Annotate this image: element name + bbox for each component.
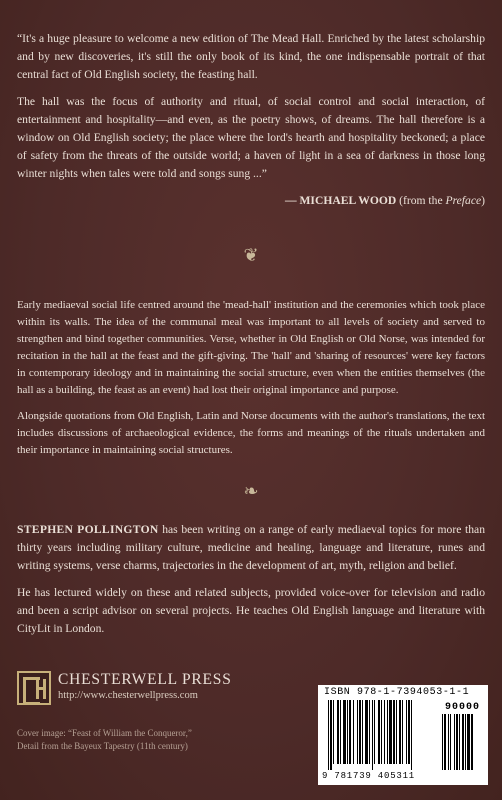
- fleuron-ornament-icon: ❧: [243, 480, 259, 501]
- attribution-name: — MICHAEL WOOD: [285, 193, 397, 207]
- barcode-digits: 9 781739 405311: [322, 771, 416, 781]
- attribution-work: Preface: [445, 193, 482, 207]
- barcode-bars-icon: [326, 700, 484, 770]
- author-bio-paragraph-1: [17, 521, 485, 575]
- author-bio-text: has been writing on a range of early mediaeval topics for more than thirty years including military culture, medicine and healing, language and literature, runes and writing systems, verse charms, trajectories in the development of art, myth, religion and belief.: [17, 522, 485, 572]
- cover-image-caption: [17, 727, 267, 752]
- isbn-barcode: [318, 685, 488, 785]
- author-name: STEPHEN POLLINGTON: [17, 522, 159, 536]
- quote-paragraph-2: The hall was the focus of authority and ritual, of social control and social interaction, of entertainment and hospitality—and even, as the poetry shows, of dreams. The hall therefore is a window on Old English society; the place where the lord's hearth and hospitality beckoned; a place of safety from the threats of the outside world; a haven of light in a sea of darkness in those long winter nights when tales were told and songs sung ...”: [17, 94, 485, 181]
- attribution-pre: (from the: [399, 193, 446, 207]
- description-paragraph-1: Early mediaeval social life centred around the 'mead-hall' institution and the ceremonies which took place within its walls. The idea of the communal meal was important to all levels of society and served to strengthen and bind together communities. Verse, whether in Old English or Old Norse, was intended for recitation in the hall at the feast and the gift-giving. The 'hall' and 'sharing of resources' were key factors in contemporary ideology and in maintaining the social structure, even when the entities themselves (the hall as a building, the feast as an event) had lost their original importance and purpose.: [17, 298, 485, 396]
- quote-paragraph-1: “It's a huge pleasure to welcome a new edition of The Mead Hall. Enriched by the latest scholarship and by new discoveries, it's still the only book of its kind, the one indispensable portrait of that central fact of Old English society, the feasting hall.: [17, 32, 485, 82]
- publisher-block: [17, 671, 232, 705]
- publisher-text: [58, 671, 232, 703]
- caption-line-2: Detail from the Bayeux Tapestry (11th century): [17, 740, 188, 751]
- caption-line-1: Cover image: “Feast of William the Conqueror,”: [17, 728, 192, 738]
- author-bio-paragraph-2: He has lectured widely on these and related subjects, provided voice-over for television and radio and been a script advisor on several projects. He teaches Old English language and literature with CityLit in London.: [17, 585, 485, 635]
- publisher-name: CHESTERWELL PRESS: [58, 671, 232, 688]
- attribution-post: ): [481, 193, 485, 207]
- quote-attribution: [17, 194, 485, 207]
- isbn-text: ISBN 978-1-7394053-1-1: [324, 687, 470, 698]
- publisher-url[interactable]: http://www.chesterwellpress.com: [58, 690, 198, 701]
- back-cover-text: [17, 30, 485, 638]
- fleuron-ornament-icon: ❦: [243, 244, 259, 265]
- description-paragraph-2: Alongside quotations from Old English, Latin and Norse documents with the author's translations, the text includes discussions of archaeological evidence, the forms and meanings of the rituals undertaken and their importance in maintaining social structures.: [17, 409, 485, 456]
- price-code: 90000: [444, 702, 480, 713]
- ch-monogram-icon: [17, 671, 51, 705]
